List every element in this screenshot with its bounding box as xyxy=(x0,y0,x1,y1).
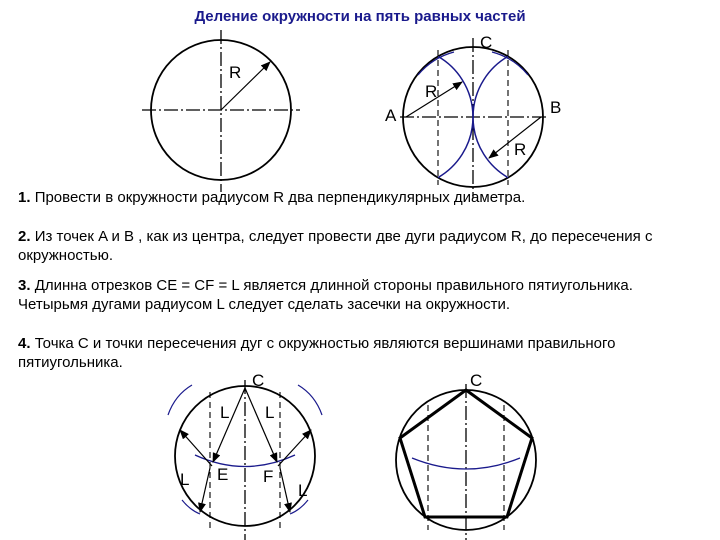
step-1 xyxy=(18,188,698,207)
figure-1 xyxy=(142,30,300,192)
figure-4 xyxy=(396,371,536,540)
fig3-label-l2: L xyxy=(265,403,275,422)
step-4 xyxy=(18,334,698,372)
fig3-label-l4: L xyxy=(298,481,308,500)
fig4-label-c: C xyxy=(470,371,483,390)
step-2-number: 2. xyxy=(18,228,31,245)
step-1-text: Провести в окружности радиусом R два перпендикулярных диаметра. xyxy=(34,189,526,206)
fig2-label-r1: R xyxy=(425,82,438,101)
figure-3 xyxy=(168,371,322,540)
step-2-text: Из точек A и B , как из центра, следует провести две дуги радиусом R, до пересечения с окружностью. xyxy=(18,228,653,264)
fig3-arrow-l4 xyxy=(200,468,210,512)
fig3-label-c: C xyxy=(252,371,265,390)
step-3 xyxy=(18,276,698,314)
step-1-number: 1. xyxy=(18,189,31,206)
fig3-label-e: E xyxy=(217,465,229,484)
fig3-arrow-l1 xyxy=(213,388,245,462)
fig3-arrow-l6 xyxy=(280,468,290,512)
step-4-text: Точка C и точки пересечения дуг с окружностью являются вершинами правильного пятиугольника. xyxy=(18,335,616,371)
page-title: Деление окружности на пять равных частей xyxy=(194,8,526,25)
fig3-arc-left xyxy=(168,385,192,415)
fig2-label-r2: R xyxy=(514,140,527,159)
step-4-number: 4. xyxy=(18,335,31,352)
fig3-arrow-l5 xyxy=(278,430,311,466)
fig3-label-f: F xyxy=(263,467,274,486)
fig1-label-r: R xyxy=(229,63,242,82)
fig3-label-l3: L xyxy=(180,470,190,489)
fig3-arrow-l2 xyxy=(245,388,277,462)
fig3-arrow-l3 xyxy=(180,430,212,466)
step-2 xyxy=(18,227,698,265)
fig2-label-c: C xyxy=(480,33,493,52)
fig3-arc-right xyxy=(298,385,322,415)
fig2-label-b: B xyxy=(550,98,562,117)
figure-2 xyxy=(385,33,561,198)
fig2-label-a: A xyxy=(385,106,397,125)
step-3-text: Длинна отрезков CE = CF = L является длинной стороны правильного пятиугольника. Четырьмя дугами радиусом L следует сделать засечки на окружности. xyxy=(18,277,633,313)
fig3-label-l1: L xyxy=(220,403,230,422)
step-3-number: 3. xyxy=(18,277,31,294)
